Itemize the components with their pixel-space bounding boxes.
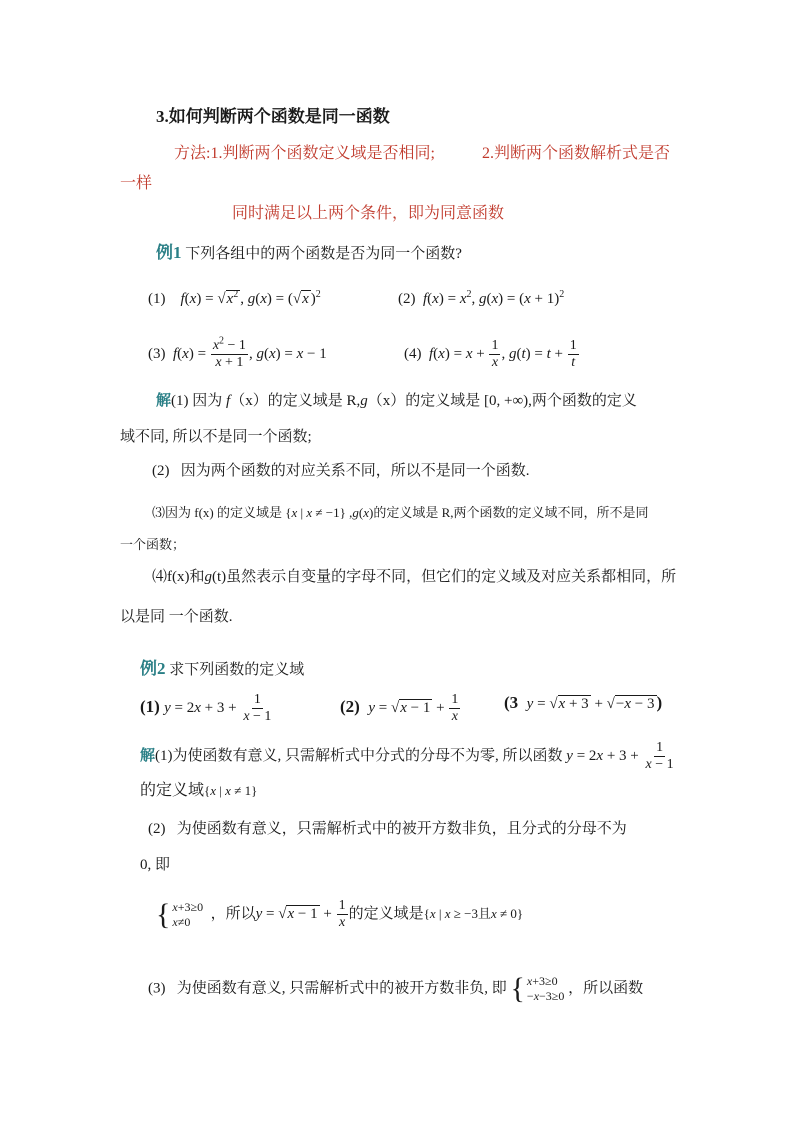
solution-2-part-3: (3) 为使函数有意义, 只需解析式中的被开方数非负, 即 { x+3≥0 −x−3≥0 ，所以函数	[148, 972, 644, 1005]
solution-1-label: 解	[156, 393, 172, 409]
solution-1-part-4-cont: 以是同 一个函数.	[120, 609, 233, 625]
example-1-part-4: (4) f(x) = x + $\frac{1}{x}$ , g(t) = t + $\frac{1}{t}$	[404, 338, 577, 370]
example-1-label: 例1	[156, 243, 182, 262]
solution-1-part-3: ⑶因为 f(x) 的定义域是 {x | x ≠ −1} ,g(x)的定义域是 R,两个函数的定义域不同，所不是同	[152, 505, 649, 520]
solution-1-line-2: 域不同, 所以不是同一个函数;	[120, 429, 312, 445]
method-line-2: 同时满足以上两个条件，即为同意函数	[232, 205, 505, 222]
solution-1-line-1: 解(1) 因为 f（x）的定义域是 R,g（x）的定义域是 [0, +∞),两个函数的定义	[156, 393, 637, 409]
solution-1-part-3-cont: 一个函数；	[120, 537, 186, 552]
solution-2-system-1: { x+3≥0 x≠0 ，所以y = √x − 1 + $\frac{1}{x}$ 的定义域是{x | x ≥ −3且x ≠ 0}	[156, 897, 524, 931]
example-1-question: 下列各组中的两个函数是否为同一个函数?	[185, 246, 462, 262]
example-2-part-2: (2) y = √x − 1 + $\frac{1}{x}$	[340, 692, 459, 724]
solution-2-line-1: 解(1)为使函数有意义, 只需解析式中分式的分母不为零, 所以函数 y = 2x + 3 + $\frac{1}{x - 1}$	[140, 740, 674, 772]
solution-2-part-2: (2) 为使函数有意义，只需解析式中的被开方数非负，且分式的分母不为	[148, 821, 627, 837]
solution-2-label: 解	[140, 747, 156, 764]
solution-2-part-2-cont: 0, 即	[140, 857, 171, 873]
page-title: 3.如何判断两个函数是同一函数	[156, 107, 390, 126]
example-1-part-1: (1) $f(x) = √x^2$ , g(x) = (√x )$^2$	[148, 289, 321, 307]
example-2-heading	[140, 658, 304, 681]
example-2-label: 例2	[140, 659, 166, 678]
example-2-question: 求下列函数的定义域	[169, 662, 305, 678]
method-line-1b: 2.判断两个函数解析式是否	[482, 145, 671, 162]
method-line-1a: 方法:1.判断两个函数定义域是否相同;	[174, 145, 435, 162]
example-1-part-2: (2) $f(x) = x^2$, $g(x) = (x + 1)^2$	[398, 289, 565, 307]
example-1-part-3: (3) f(x) = $\frac{x^2 - 1}{x + 1}$ , g(x) = x − 1	[148, 335, 327, 370]
method-line-1c: 一样	[120, 175, 153, 192]
example-1-heading	[156, 242, 462, 265]
example-2-part-1: (1) y = 2x + 3 + $\frac{1}{x - 1}$	[140, 692, 272, 724]
solution-2-line-2: 的定义域{x | x ≠ 1}	[140, 782, 258, 799]
solution-1-part-4: ⑷f(x)和g(t)虽然表示自变量的字母不同，但它们的定义域及对应关系都相同，所	[152, 569, 677, 585]
example-2-part-3: (3 y = √x + 3 + √−x − 3 )	[504, 693, 663, 712]
solution-1-part-2: (2) 因为两个函数的对应关系不同，所以不是同一个函数.	[152, 463, 530, 479]
